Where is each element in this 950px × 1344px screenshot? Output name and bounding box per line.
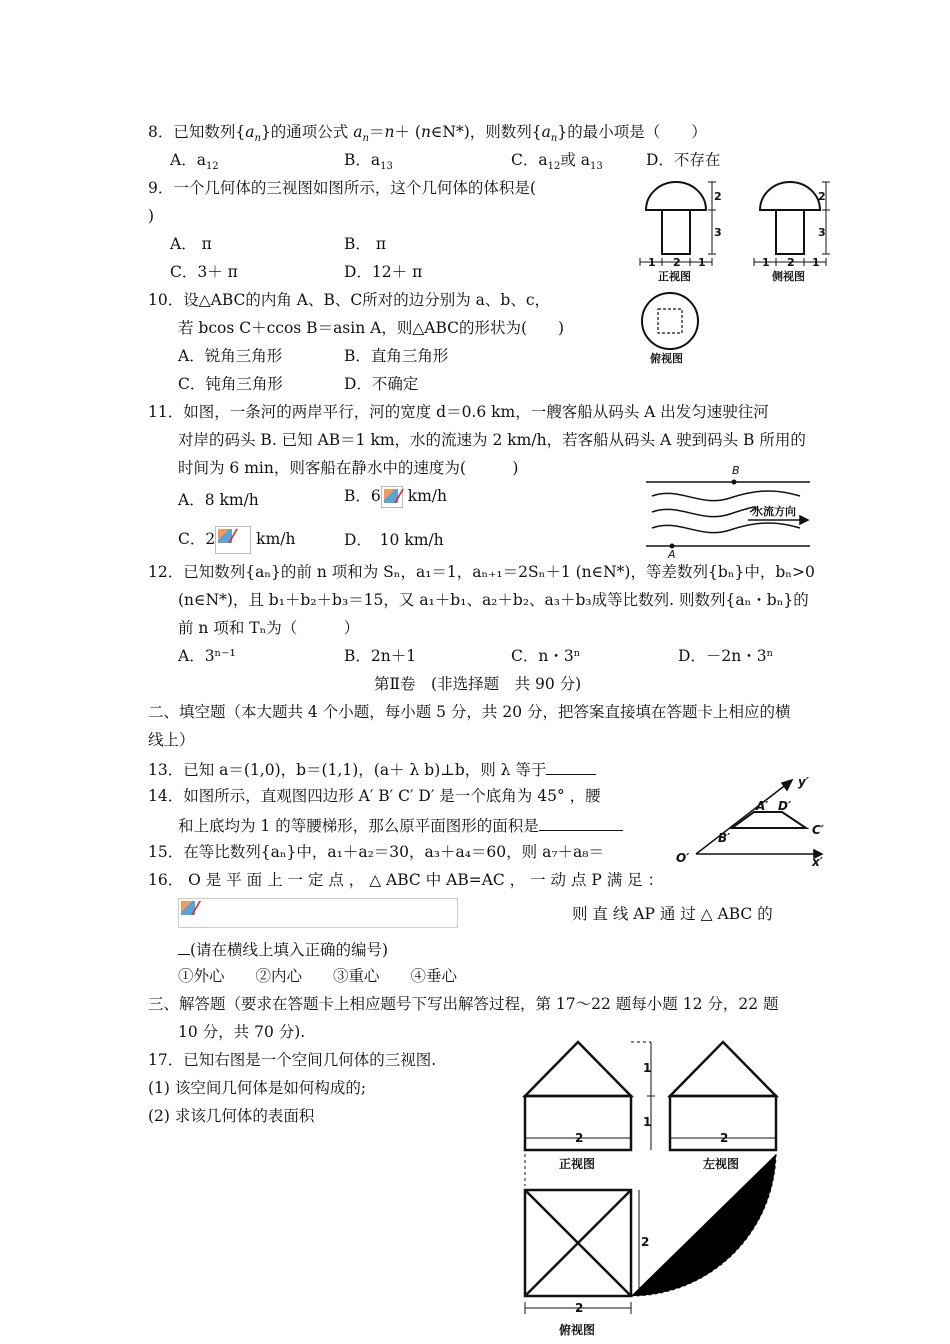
q12-option-d: D．－2n・3ⁿ: [678, 647, 774, 665]
q9-side-dim-2b: 2: [787, 256, 795, 269]
q8-stem: 8．已知数列$\{a_n\}$的通项公式 $a_n=n+$ (n∈N*)，则数列$\{a_n\}$的最小项是（ ）: [148, 123, 707, 145]
q14-answer-blank[interactable]: [539, 814, 623, 831]
q17-front-label: 正视图: [559, 1157, 596, 1171]
q9-side-dim-3: 3: [818, 226, 826, 239]
section2-line1: 二、填空题（本大题共 4 个小题，每小题 5 分，共 20 分，把答案直接填在答题卡上相应的横: [148, 703, 791, 721]
q9-dim-3: 3: [714, 226, 722, 239]
q8-option-b: B．$a_{13}$: [344, 151, 393, 173]
q14-label-b: B′: [718, 831, 731, 845]
q12-option-a: A．3ⁿ⁻¹: [178, 647, 236, 665]
q9-option-c: C．3＋ π: [170, 263, 238, 281]
section3-line1: 三、解答题（要求在答题卡上相应题号下写出解答过程，第 17～22 题每小题 12 分，22 题: [148, 995, 779, 1013]
q9-option-b: B． π: [344, 235, 387, 253]
q11-label-flow: 水流方向: [752, 505, 796, 518]
q9-stem-end: ): [148, 207, 155, 225]
q16-line2: 则 直 线 AP 通 过 △ ABC 的: [572, 905, 773, 923]
q9-figure-svg: [632, 176, 832, 371]
q14-label-y: y′: [798, 775, 809, 789]
q12-line3: 前 n 项和 Tₙ为（ ）: [178, 619, 360, 637]
q12-line2: (n∈N*)，且 b₁＋b₂＋b₃＝15，又 a₁＋b₁、a₂＋b₂、a₃＋b₃成等比数列. 则数列{aₙ・bₙ}的: [178, 591, 809, 609]
q9-top-label: 俯视图: [650, 352, 683, 365]
q10-option-a: A．锐角三角形: [178, 347, 283, 365]
q15-stem: 15．在等比数列{aₙ}中，a₁＋a₂＝30，a₃＋a₄＝60，则 a₇＋a₈＝: [148, 843, 604, 861]
part2-title: 第Ⅱ卷 (非选择题 共 90 分): [374, 675, 582, 693]
q16-options: ①外心 ②内心 ③重心 ④垂心: [178, 967, 458, 985]
q11-option-c: C．2 km/h: [178, 526, 295, 554]
q11-option-a: A．8 km/h: [178, 491, 259, 509]
q12-option-b: B．2n＋1: [344, 647, 417, 665]
q17-line3: (2) 求该几何体的表面积: [148, 1107, 315, 1125]
q9-dim-2b: 2: [673, 256, 681, 269]
q17-dim-top-w: 2: [575, 1301, 584, 1315]
q14-line2: 和上底均为 1 的等腰梯形，那么原平面图形的面积是: [178, 814, 623, 836]
q17-dim-1b: 1: [643, 1115, 652, 1129]
q17-three-view-figure: [515, 1038, 790, 1338]
q17-top-label: 俯视图: [559, 1323, 596, 1337]
q12-option-c: C．n・3ⁿ: [511, 647, 581, 665]
q9-front-label: 正视图: [658, 270, 691, 283]
q9-side-label: 侧视图: [772, 270, 805, 283]
q9-dim-1b: 1: [698, 256, 706, 269]
q9-stem: 9．一个几何体的三视图如图所示，这个几何体的体积是(: [148, 179, 536, 197]
q10-line2: 若 bcos C＋ccos B＝asin A，则△ABC的形状为( ): [178, 319, 565, 337]
q11-option-b: B．6 km/h: [344, 486, 447, 508]
q11-line1: 11．如图，一条河的两岸平行，河的宽度 d＝0.6 km，一艘客船从码头 A 出发匀速驶往河: [148, 403, 769, 421]
q17-dim-front-2: 2: [575, 1131, 584, 1145]
q16-line1: 16． O 是 平 面 上 一 定 点 ， △ ABC 中 AB=AC ， 一 动 点 P 满 足 ：: [148, 871, 664, 889]
q11-figure-svg: [640, 462, 815, 562]
q12-line1: 12．已知数列{aₙ}的前 n 项和为 Sₙ，a₁＝1，aₙ₊₁＝2Sₙ＋1 (n∈N*)，等差数列{bₙ}中，bₙ>0: [148, 563, 815, 581]
q13-answer-blank[interactable]: [546, 758, 596, 775]
q14-label-a: A′: [756, 799, 769, 813]
q10-option-b: B．直角三角形: [344, 347, 449, 365]
q17-line1: 17．已知右图是一个空间几何体的三视图.: [148, 1051, 437, 1069]
q11-line2: 对岸的码头 B. 已知 AB＝1 km，水的流速为 2 km/h，若客船从码头 A 驶到码头 B 所用的: [178, 431, 806, 449]
q11-label-b: B: [732, 464, 740, 477]
q17-dim-1a: 1: [643, 1061, 652, 1075]
q11-line3: 时间为 6 min，则客船在静水中的速度为( ): [178, 459, 519, 477]
q10-option-c: C．钝角三角形: [178, 375, 283, 393]
q17-dim-left-2: 2: [720, 1131, 729, 1145]
q17-dim-top-h: 2: [641, 1235, 650, 1249]
q17-line2: (1) 该空间几何体是如何构成的;: [148, 1079, 367, 1097]
q8-option-c: C．$a_{12}$或 $a_{13}$: [511, 151, 603, 173]
q9-side-dim-2: 2: [818, 190, 826, 203]
q14-trapezoid-figure: [672, 772, 832, 868]
q9-dim-1a: 1: [648, 256, 656, 269]
q16-line3: (请在横线上填入正确的编号): [178, 938, 388, 960]
q14-line1: 14．如图所示，直观图四边形 A′ B′ C′ D′ 是一个底角为 45° ，腰: [148, 787, 601, 805]
q8-option-a: A．$a_{12}$: [170, 151, 219, 173]
q10-option-d: D．不确定: [344, 375, 419, 393]
q17-left-label: 左视图: [703, 1157, 740, 1171]
q14-label-x: x′: [812, 855, 823, 868]
q9-side-dim-1a: 1: [762, 256, 770, 269]
q10-line1: 10．设△ABC的内角 A、B、C所对的边分别为 a、b、c，: [148, 291, 551, 309]
q13-stem: 13．已知 a＝(1,0)，b＝(1,1)，(a＋ λ b)⊥b，则 λ 等于: [148, 758, 596, 780]
section3-line2: 10 分，共 70 分).: [178, 1023, 306, 1041]
section2-line2: 线上）: [148, 731, 195, 749]
q17-figure-svg: [515, 1038, 790, 1338]
q14-label-d: D′: [778, 799, 792, 813]
q16-formula-image-icon: [179, 899, 201, 921]
q9-side-dim-1b: 1: [812, 256, 820, 269]
q16-answer-blank[interactable]: [178, 938, 190, 955]
q16-formula-image: [178, 898, 458, 928]
q11-c-formula-image: [215, 526, 251, 554]
q8-option-d: D．不存在: [646, 151, 721, 169]
q11-option-d: D． 10 km/h: [344, 531, 444, 549]
q9-option-a: A． π: [170, 235, 212, 253]
q11-river-figure: [640, 462, 815, 562]
q14-label-o: O′: [676, 851, 690, 865]
q9-three-view-figure: [632, 176, 832, 371]
q9-dim-2: 2: [714, 190, 722, 203]
q11-b-formula-image: [381, 486, 403, 508]
q14-figure-svg: [672, 772, 832, 868]
q9-option-d: D．12＋ π: [344, 263, 423, 281]
q14-label-c: C′: [812, 823, 824, 837]
q11-label-a: A: [668, 548, 676, 561]
